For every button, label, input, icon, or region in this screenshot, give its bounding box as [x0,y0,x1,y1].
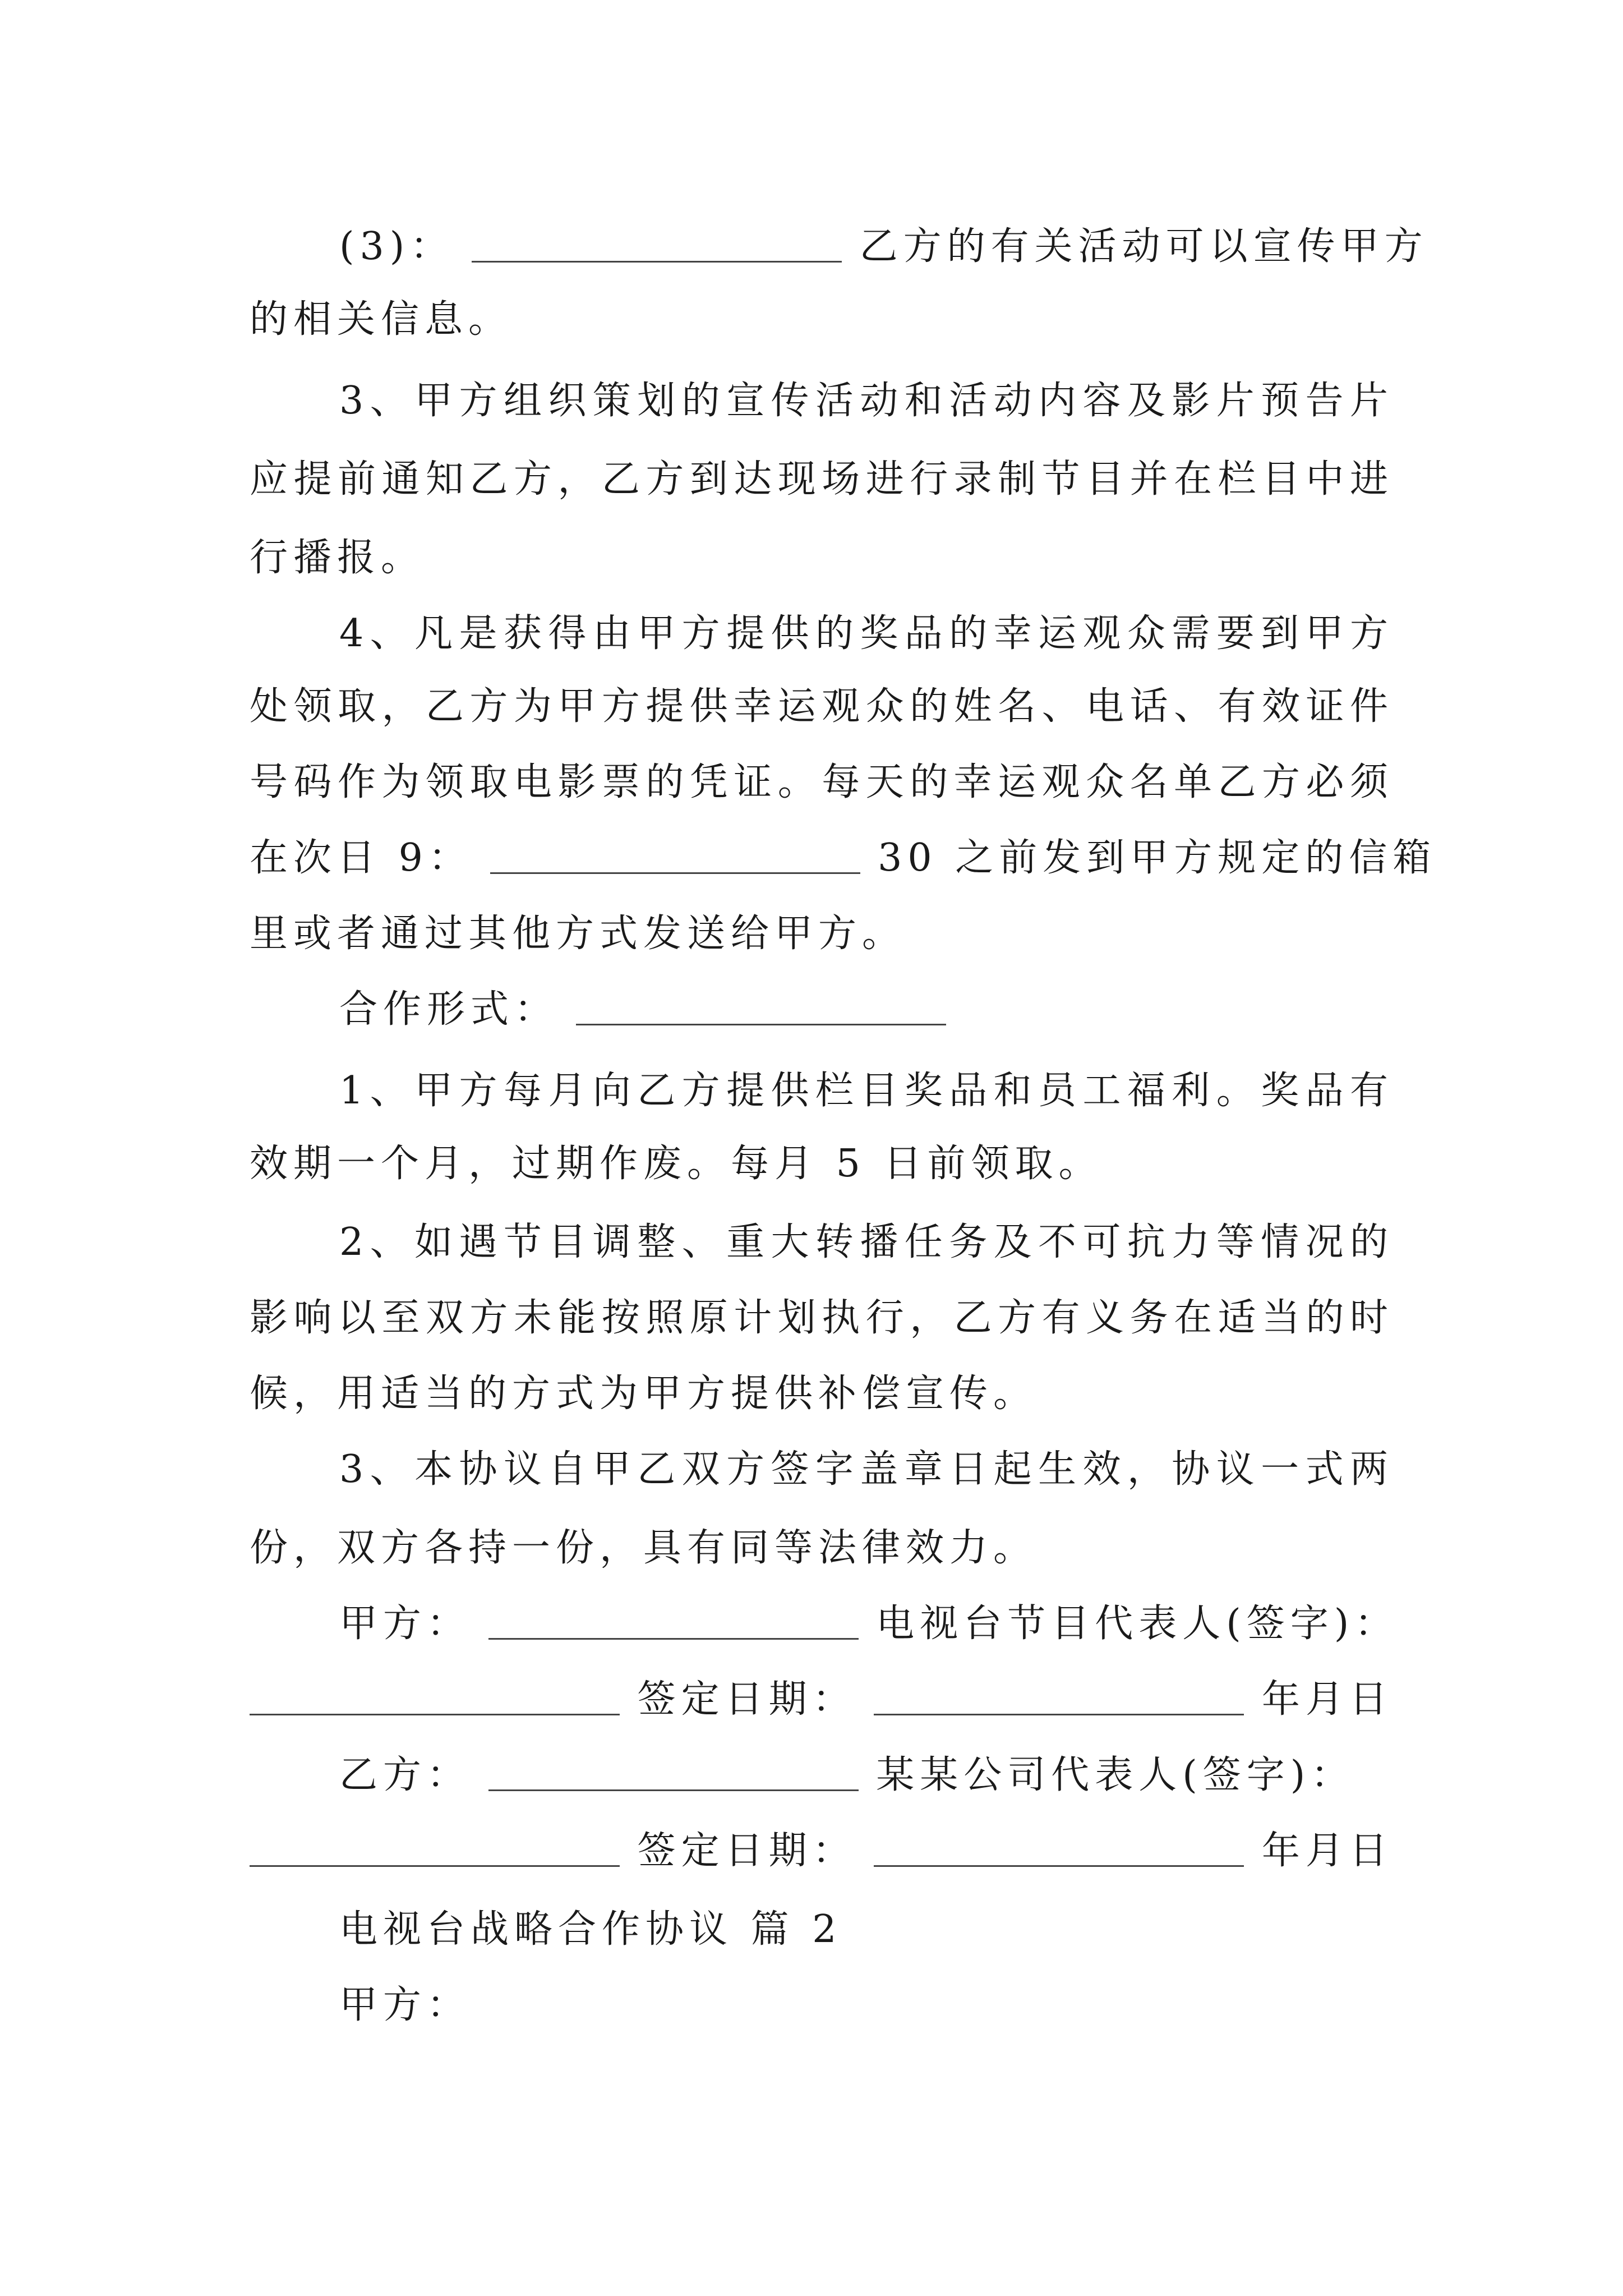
paragraph-first-line: 4、凡是获得由甲方提供的奖品的幸运观众需要到甲方 [339,611,1394,656]
representative-label: 某某公司代表人(签字)： [876,1753,1355,1797]
signature-line-party-b [339,1736,1394,1815]
text-line: 候，用适当的方式为甲方提供补偿宣传。 [250,1372,1038,1416]
signature-blank [250,1680,620,1715]
date-suffix: 年月日 [1261,1829,1393,1873]
signature-line-party-a [339,1585,1399,1663]
section-heading [339,970,1394,1049]
signature-blank [488,1756,859,1791]
date-suffix: 年月日 [1261,1677,1393,1722]
text-line [250,819,1437,898]
representative-label: 电视台节目代表人(签字)： [876,1602,1399,1646]
text-line [339,208,1428,286]
text-line: 里或者通过其他方式发送给甲方。 [250,912,906,956]
text-line: 处领取，乙方为甲方提供幸运观众的姓名、电话、有效证件 [250,684,1394,729]
paragraph-first-line: 1、甲方每月向乙方提供栏目奖品和员工福利。奖品有 [339,1069,1394,1113]
party-label: 乙方： [339,1753,471,1797]
fill-in-blank [472,227,842,263]
party-label: 甲方： [339,1602,471,1646]
paragraph-first-line: 2、如遇节目调整、重大转播任务及不可抗力等情况的 [339,1220,1394,1264]
paragraph-first-line: 3、甲方组织策划的宣传活动和活动内容及影片预告片 [339,379,1394,423]
text-line: 影响以至双方未能按照原计划执行，乙方有义务在适当的时 [250,1296,1394,1340]
text-line: 行播报。 [250,536,425,580]
text-segment: 乙方的有关活动可以宣传甲方 [859,224,1428,269]
date-line-party-b [250,1812,1394,1890]
section-title: 电视台战略合作协议 篇 2 [339,1907,842,1952]
date-label: 签定日期： [637,1677,856,1722]
date-line-party-a [250,1660,1394,1739]
signature-blank [250,1832,620,1867]
date-blank [874,1680,1244,1715]
text-line: 份，双方各持一份，具有同等法律效力。 [250,1526,1038,1570]
signature-blank [488,1604,859,1640]
heading-label: 合作形式： [339,987,559,1032]
party-a-label: 甲方： [339,1983,471,2027]
text-segment: 在次日 9： [250,836,472,880]
fill-in-blank [490,839,860,874]
text-line: 号码作为领取电影票的凭证。每天的幸运观众名单乙方必须 [250,760,1394,804]
paragraph-first-line: 3、本协议自甲乙双方签字盖章日起生效，协议一式两 [339,1447,1394,1492]
text-line: 应提前通知乙方，乙方到达现场进行录制节目并在栏目中进 [250,457,1394,501]
date-blank [874,1832,1244,1867]
date-label: 签定日期： [637,1829,856,1873]
item-label: (3)： [339,224,454,269]
text-segment: 30 之前发到甲方规定的信箱 [878,836,1437,880]
text-line: 的相关信息。 [250,297,513,342]
fill-in-blank [576,990,946,1025]
text-line: 效期一个月，过期作废。每月 5 日前领取。 [250,1142,1103,1186]
